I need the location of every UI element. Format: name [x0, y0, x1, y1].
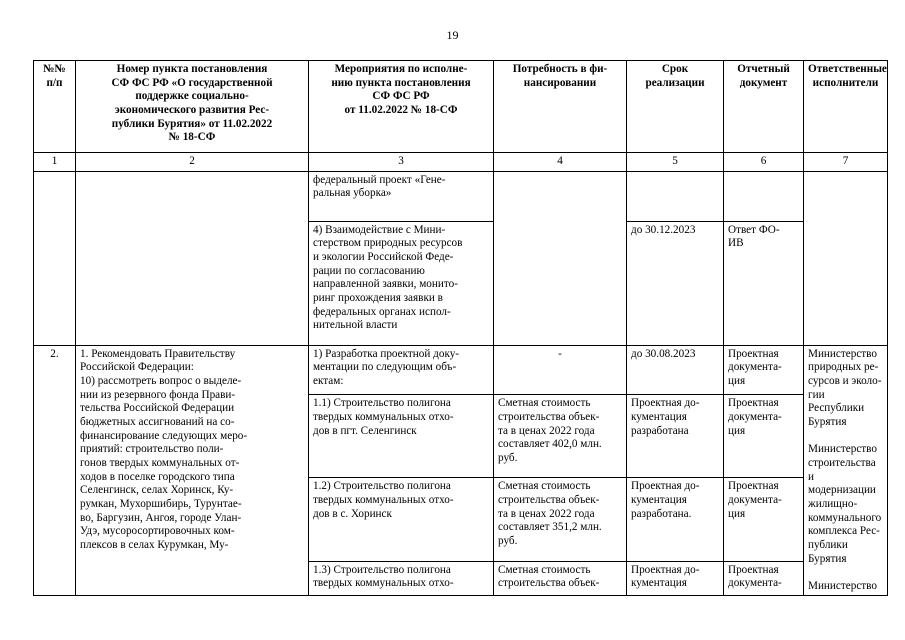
- column-number: 4: [494, 153, 627, 172]
- deadline-cell: до 30.08.2023: [627, 345, 724, 395]
- column-numbering-row: [34, 153, 888, 172]
- report-cell: Проектная документа- ция: [724, 345, 804, 395]
- deadline-cell: Проектная до- кументация разработана.: [627, 478, 724, 561]
- measure-cell: 1.3) Строительство полигона твердых коммунальных отхо-: [309, 561, 494, 596]
- table-row: [34, 171, 888, 221]
- financing-cell: -: [494, 345, 627, 395]
- measure-cell: 1.2) Строительство полигона твердых коммунальных отхо- дов в с. Хоринск: [309, 478, 494, 561]
- report-cell: Ответ ФО- ИВ: [724, 221, 804, 345]
- responsible-cell: Министерство природных ре- сурсов и эколо- гии Республики Бурятия Министерство строительства и модернизации жилищно- коммунального комплекса Рес- публики Бурятия Министерство: [804, 345, 888, 596]
- report-cell: Проектная документа-: [724, 561, 804, 596]
- header-number: №№ п/п: [34, 61, 76, 153]
- column-number: 5: [627, 153, 724, 172]
- header-report: Отчетный документ: [724, 61, 804, 153]
- report-cell: Проектная документа- ция: [724, 395, 804, 478]
- financing-cell: Сметная стоимость строительства объек- та в ценах 2022 года составляет 351,2 млн. руб.: [494, 478, 627, 561]
- deadline-cell: Проектная до- кументация разработана: [627, 395, 724, 478]
- table-row: [34, 345, 888, 395]
- measure-cell: 1.1) Строительство полигона твердых коммунальных отхо- дов в пгт. Селенгинск: [309, 395, 494, 478]
- table-cell: [34, 171, 76, 345]
- header-responsible: Ответственные исполнители: [804, 61, 888, 153]
- page-number: 19: [446, 28, 459, 42]
- column-number: 1: [34, 153, 76, 172]
- deadline-cell: Проектная до- кументация: [627, 561, 724, 596]
- deadline-cell: до 30.12.2023: [627, 221, 724, 345]
- report-cell: Проектная документа- ция: [724, 478, 804, 561]
- column-number: 7: [804, 153, 888, 172]
- header-financing: Потребность в фи- нансировании: [494, 61, 627, 153]
- table-cell: [494, 171, 627, 345]
- header-measures: Мероприятия по исполне- нию пункта постановления СФ ФС РФ от 11.02.2022 № 18-СФ: [309, 61, 494, 153]
- financing-cell: Сметная стоимость строительства объек- та в ценах 2022 года составляет 402,0 млн. руб.: [494, 395, 627, 478]
- financing-cell: Сметная стоимость строительства объек-: [494, 561, 627, 596]
- table-cell: [627, 171, 724, 221]
- measure-cell: федеральный проект «Гене- ральная уборка»: [309, 171, 494, 221]
- table-cell: [76, 171, 309, 345]
- resolution-item-cell: 1. Рекомендовать Правительству Российской Федерации: 10) рассмотреть вопрос о выделе- нии из резервного фонда Прави- тельства Российской Федерации бюджетных ассигнований на со- финансирование следующих меро- приятий: строительство поли- гонов твердых коммунальных от- ходов в поселке городского типа Селенгинск, селах Хоринск, Ку- румкан, Мухоршибирь, Турунтае- во, Баргузин, Ангоя, городе Улан- Удэ, мусоросортировочных ком- плексов в селах Курумкан, Му-: [76, 345, 309, 596]
- table-cell: [804, 171, 888, 345]
- measure-cell: 1) Разработка проектной доку- ментации по следующим объ- ектам:: [309, 345, 494, 395]
- header-deadline: Срок реализации: [627, 61, 724, 153]
- row-number-cell: 2.: [34, 345, 76, 596]
- measures-table: [33, 60, 888, 596]
- table-cell: [724, 171, 804, 221]
- measure-cell: 4) Взаимодействие с Мини- стерством природных ресурсов и экологии Российской Феде- рации по согласованию направленной заявки, монито- ринг прохождения заявки в федеральных органах испол- нительной власти: [309, 221, 494, 345]
- header-row: [34, 61, 888, 153]
- column-number: 2: [76, 153, 309, 172]
- header-resolution-item: Номер пункта постановления СФ ФС РФ «О государственной поддержке социально- экономического развития Рес- публики Бурятия» от 11.02.2022 № 18-СФ: [76, 61, 309, 153]
- column-number: 3: [309, 153, 494, 172]
- column-number: 6: [724, 153, 804, 172]
